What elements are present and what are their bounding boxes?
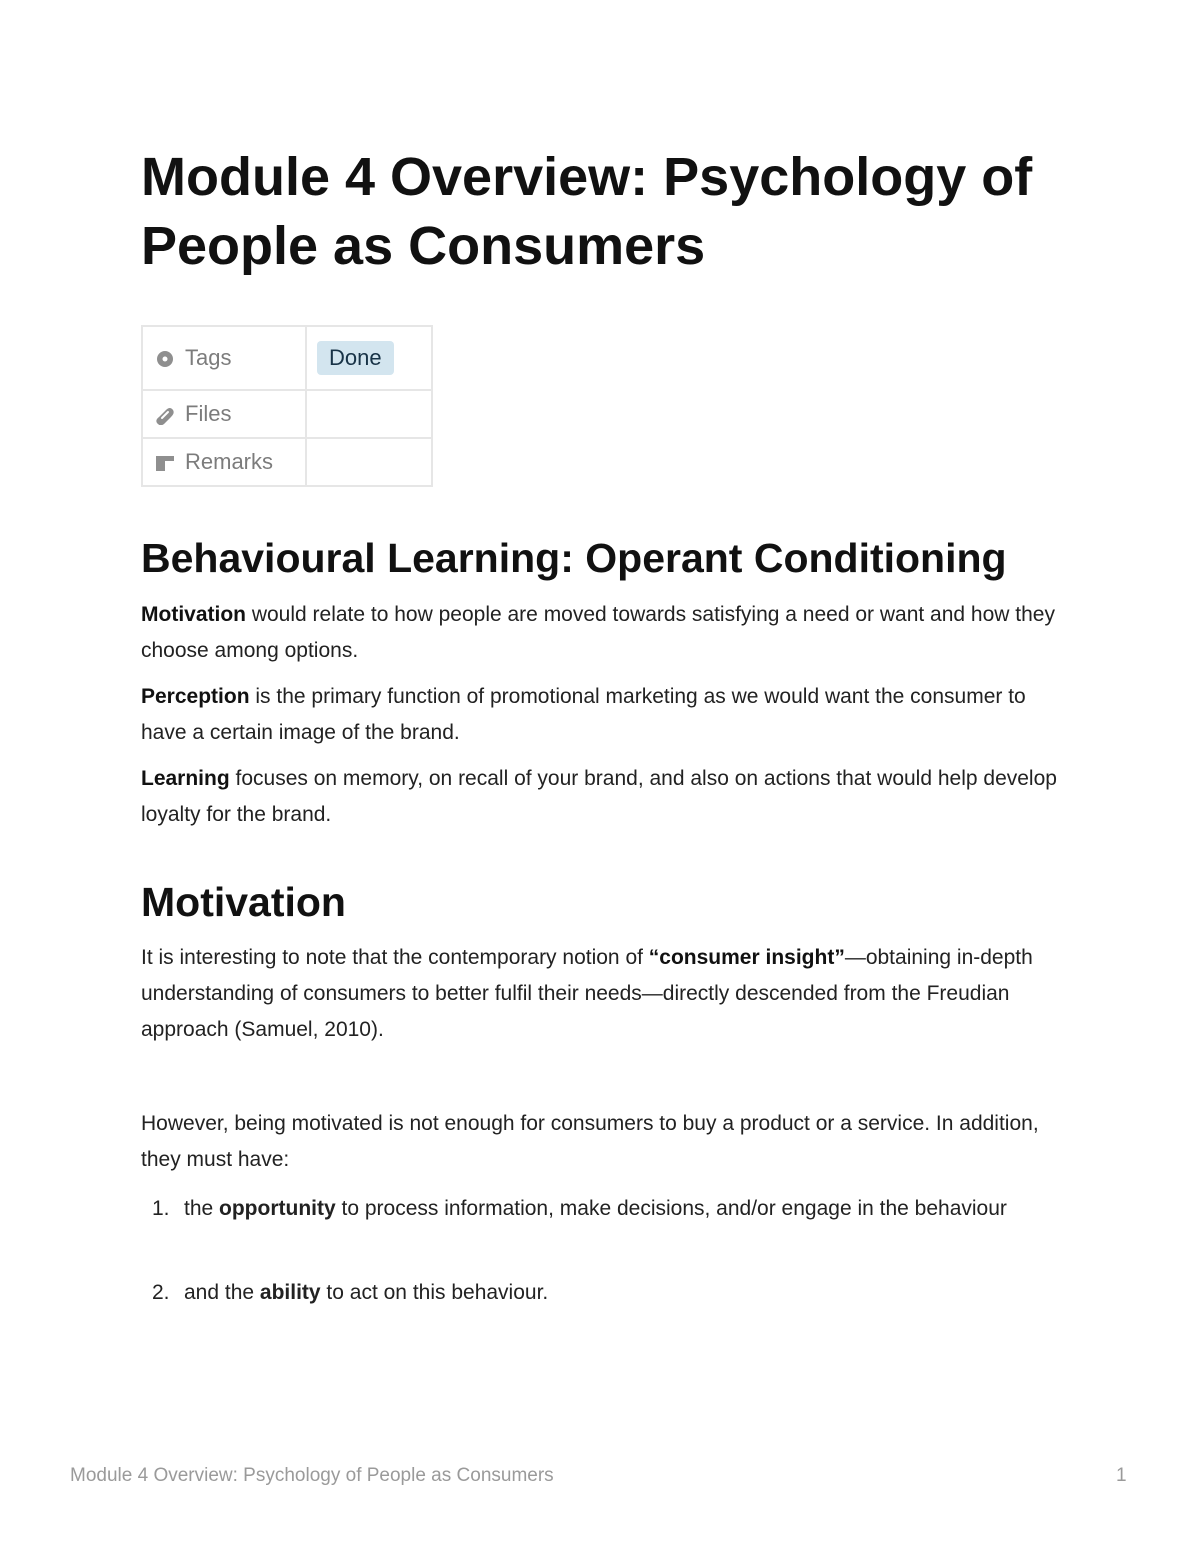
property-label-tags: Tags [185, 345, 232, 371]
paragraph-text: would relate to how people are moved towards satisfying a need or want and how they choose among options. [141, 603, 1055, 662]
paragraph-perception-definition [141, 679, 1061, 751]
list-number: 1. [152, 1197, 170, 1220]
properties-table [141, 325, 433, 487]
property-value-cell[interactable] [306, 390, 432, 438]
paragraph-consumer-insight [141, 940, 1061, 1048]
page-title: Module 4 Overview: Psychology of People as Consumers [141, 147, 1033, 276]
list-item-text [184, 1191, 1054, 1226]
property-name-cell [142, 390, 306, 438]
paragraph-learning-definition [141, 761, 1061, 833]
section-heading-motivation: Motivation [141, 879, 346, 925]
list-text: and the [184, 1281, 260, 1304]
property-label-files: Files [185, 401, 232, 427]
paragraph-motivation-definition [141, 597, 1061, 669]
property-row-files [142, 390, 432, 438]
property-row-remarks [142, 438, 432, 486]
list-text: the [184, 1197, 220, 1220]
list-number: 2. [152, 1281, 170, 1304]
term-opportunity: opportunity [219, 1197, 336, 1220]
term-ability: ability [259, 1281, 321, 1304]
term-perception: Perception [141, 685, 250, 708]
property-name-cell [142, 438, 306, 486]
property-label-remarks: Remarks [185, 449, 274, 475]
list-item-text [184, 1275, 1054, 1310]
tag-icon [155, 349, 175, 369]
text-lines-icon [155, 453, 175, 473]
list-text: to process information, make decisions, and/or engage in the behaviour [335, 1197, 1007, 1220]
paragraph-text: It is interesting to note that the contemporary notion of [141, 946, 649, 969]
property-name-cell [142, 326, 306, 390]
property-row-tags [142, 326, 432, 390]
section-heading-behavioural-learning: Behavioural Learning: Operant Conditioning [141, 535, 1007, 581]
term-motivation: Motivation [141, 603, 246, 626]
paperclip-icon [155, 405, 175, 425]
paragraph-text: focuses on memory, on recall of your brand, and also on actions that would help develop loyalty for the brand. [141, 767, 1057, 826]
list-text: to act on this behaviour. [320, 1281, 549, 1304]
paragraph-text: —obtaining in-depth understanding of consumers to better fulfil their needs—directly descended from the Freudian approach (Samuel, 2010). [141, 946, 1033, 1041]
footer-page-number: 1 [1116, 1465, 1127, 1486]
term-learning: Learning [141, 767, 230, 790]
property-value-cell[interactable] [306, 438, 432, 486]
paragraph-motivation-not-enough: However, being motivated is not enough for consumers to buy a product or a service. In addition, they must have: [141, 1112, 1039, 1171]
paragraph-text: is the primary function of promotional marketing as we would want the consumer to have a certain image of the brand. [141, 685, 1026, 744]
footer-document-title: Module 4 Overview: Psychology of People as Consumers [70, 1465, 554, 1486]
property-value-cell[interactable] [306, 326, 432, 390]
status-tag[interactable]: Done [317, 341, 394, 375]
term-consumer-insight: “consumer insight” [648, 946, 845, 969]
